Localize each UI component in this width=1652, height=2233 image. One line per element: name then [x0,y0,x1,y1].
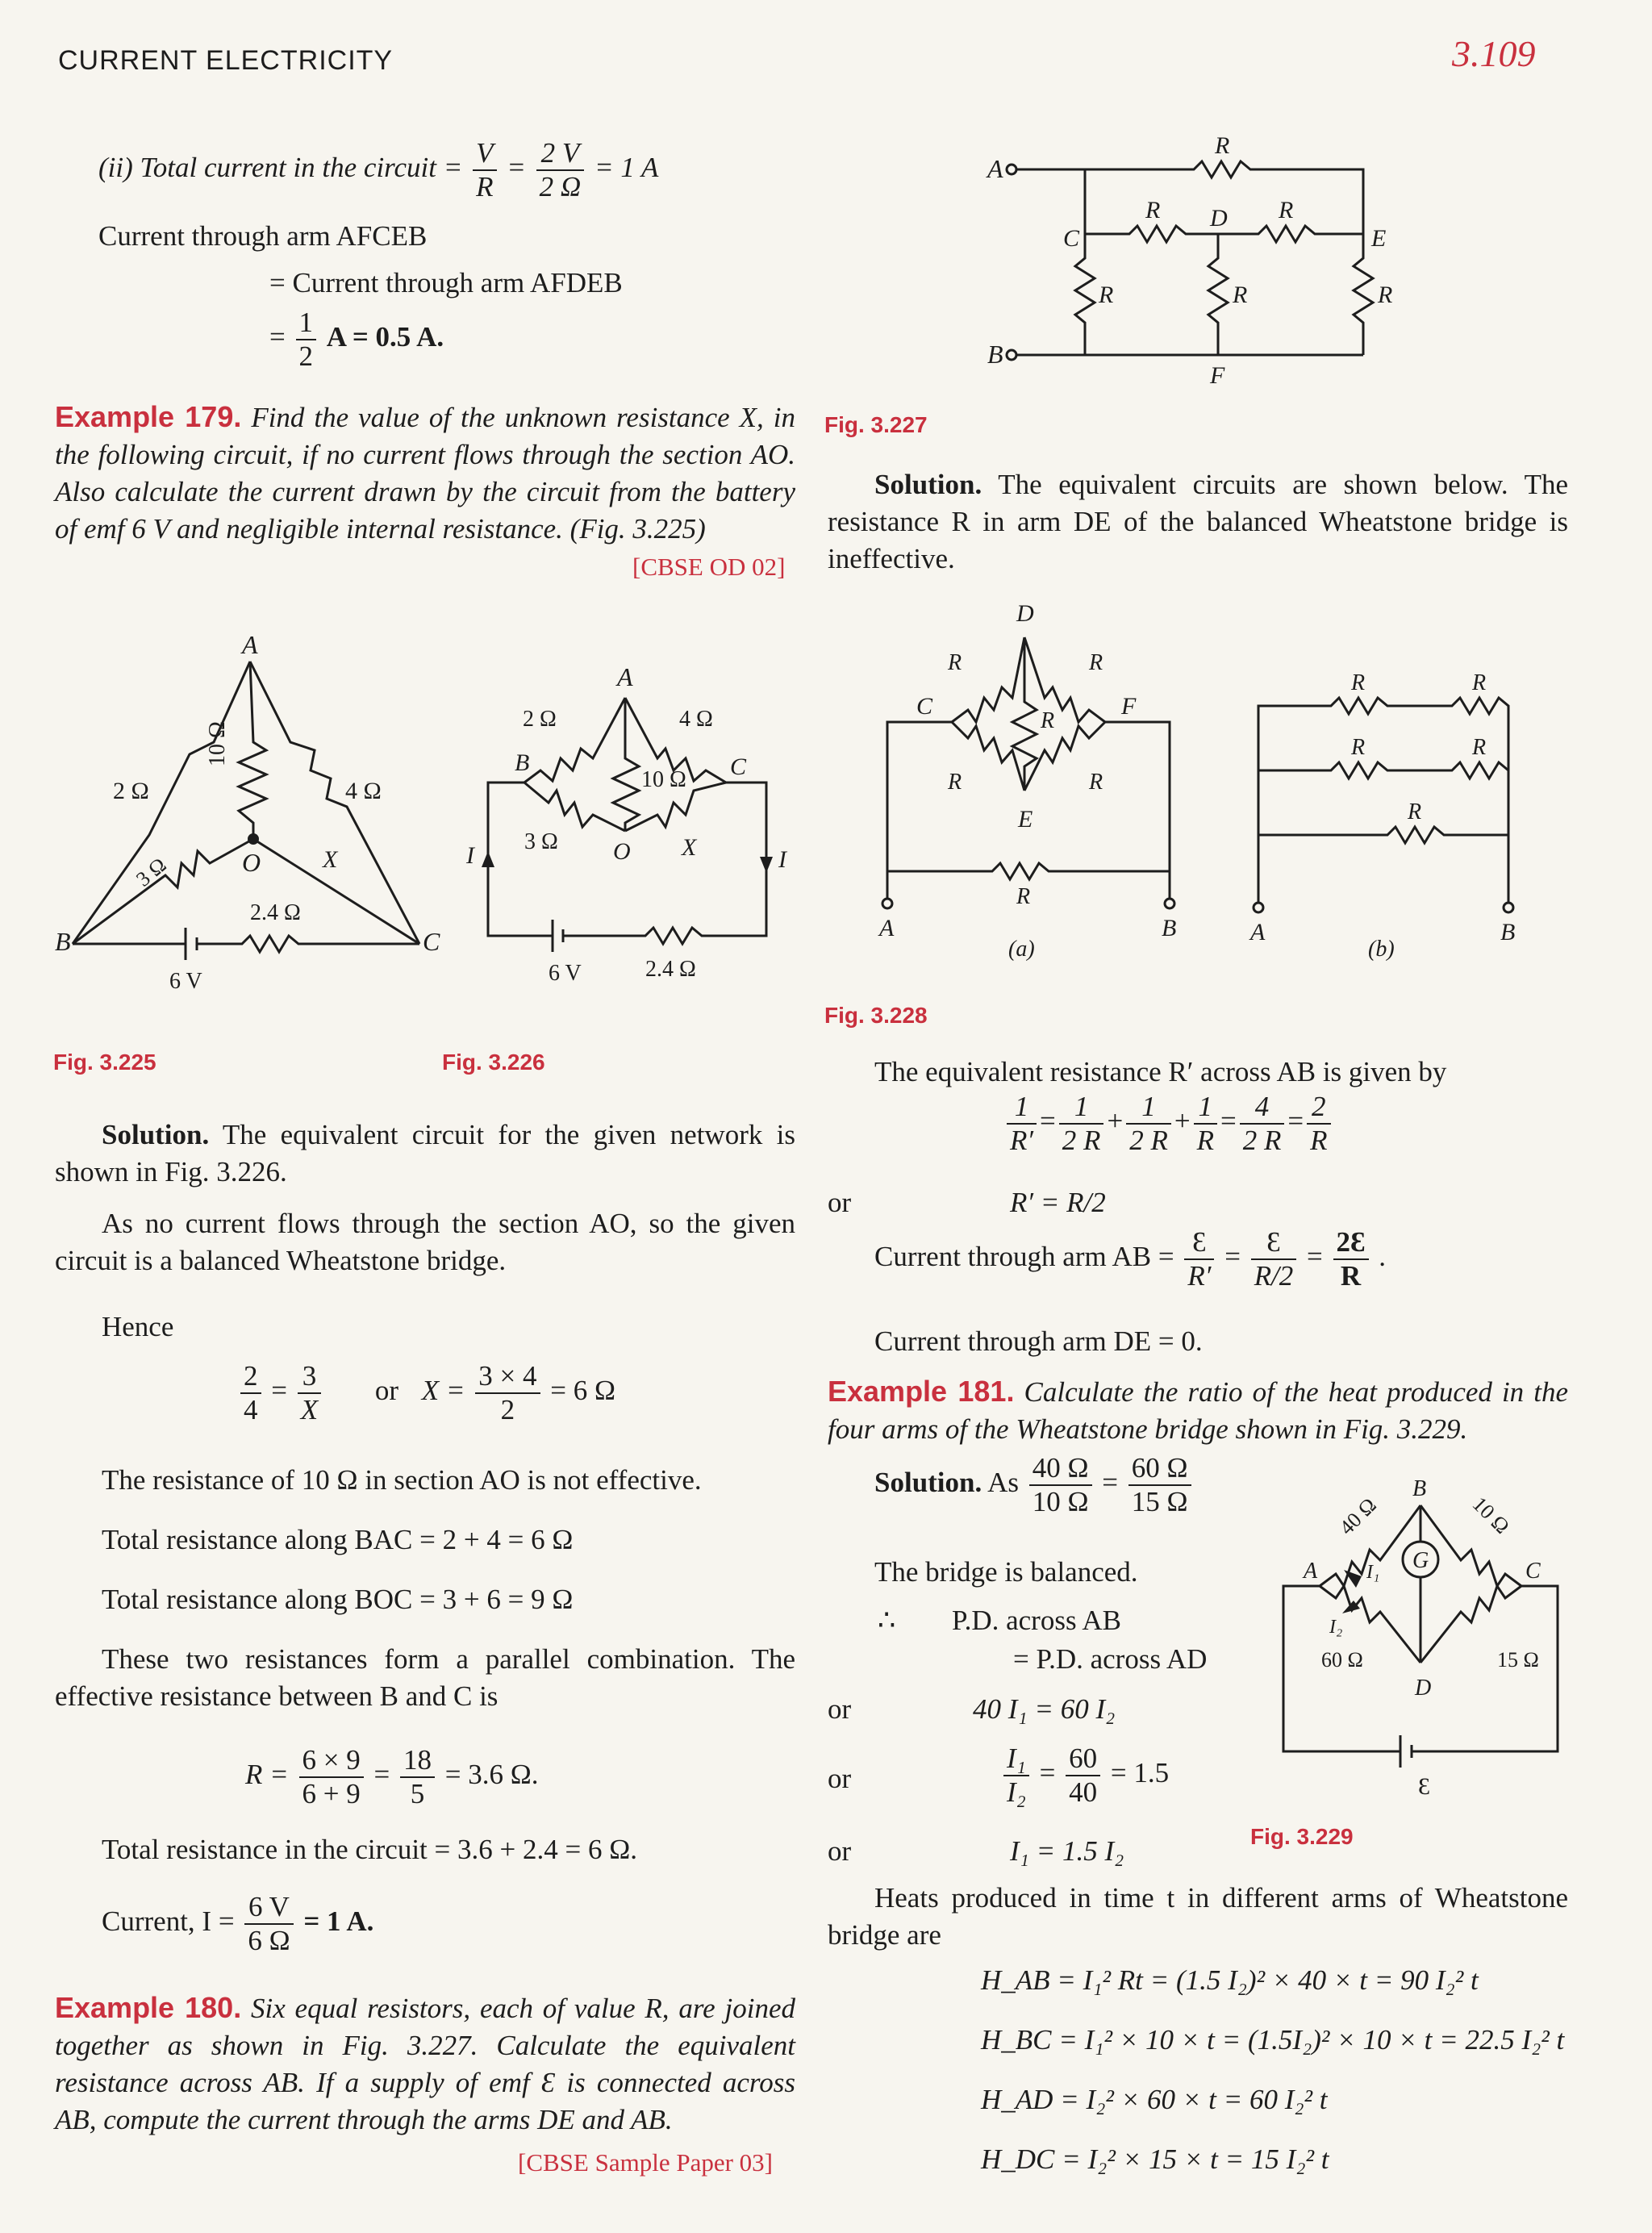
resistor-label: R [1215,132,1230,159]
node-a-label: A [987,154,1003,183]
resistor-label: R [948,770,962,795]
resistor-label: R [1279,197,1294,223]
node-o-label: O [242,848,261,877]
equivalent-resistance-equation [1003,1091,1334,1157]
resistor-label: 40 Ω [1334,1493,1381,1540]
node-d-label: D [1415,1676,1432,1701]
fraction: $\frac{6 \times 9}{6 + 9}$ [299,1744,364,1810]
node-c-label: C [916,693,933,720]
fraction: $\frac{1}{R}$ [1194,1091,1217,1157]
node-c-label: C [423,927,440,956]
node-a-label: A [242,630,258,659]
fraction: $\frac{60 \Omega}{15 \Omega}$ [1128,1452,1191,1518]
ratio-equation: $\frac{2}{4}$ = $\frac{3}{X}$ or X = $\frac{3 \times 4}{2}$ = 6 Ω [237,1360,615,1426]
resistor-label: R [1016,884,1031,909]
line-bac: Total resistance along BAC = 2 + 4 = 6 Ω [102,1524,574,1555]
fraction: $\frac{Ɛ}{R/2}$ [1251,1226,1297,1292]
node-d-label: D [1210,205,1228,232]
therefore-symbol: ∴ [878,1605,896,1636]
page-number: 3.109 [1452,33,1536,74]
resistor-label: R [1378,282,1393,308]
resistor-label: 15 Ω [1497,1648,1539,1672]
example-180-label: Example 180. [55,1991,242,2024]
eq-40-60: 40 I₁ = 60 I₂ [973,1693,1116,1725]
resistor-label: R [1351,670,1366,695]
resistor-label: 10 Ω [205,721,230,766]
current-label: I [778,846,786,873]
fraction: $\frac{4}{2 R}$ [1240,1091,1285,1157]
or-label: or [828,1835,852,1867]
resistor-label: R [1233,282,1248,308]
node-e-label: E [1018,806,1033,833]
resistor-label: R [1145,197,1161,223]
emf-label: 6 V [549,961,582,986]
arm-line-2: = Current through arm AFDEB [269,267,623,298]
fraction: $\frac{2Ɛ}{R}$ [1333,1226,1369,1292]
arm-line: Current through arm AFCEB [98,220,428,252]
resistor-label: R [948,650,962,675]
resistor-label: 60 Ω [1321,1648,1363,1672]
resistor-label: R [1099,282,1114,308]
resistor-label: R [1408,799,1422,824]
heat-dc: H_DC = I₂² × 15 × t = 15 I₂² t [981,2143,1329,2175]
fraction: $\frac{3 \times 4}{2}$ [475,1360,540,1426]
example-179-label: Example 179. [55,400,242,433]
balanced-paragraph: As no current flows through the section AO, so the given circuit is a balanced Wheatstone bridge. [55,1208,795,1276]
fraction: $\frac{2 V}{2 \Omega}$ [536,137,585,203]
operator: + [1174,1105,1191,1137]
node-e-label: E [1371,225,1387,252]
emf-label: Ɛ [1418,1773,1431,1800]
resistor-label: R [1472,670,1487,695]
emf-label: 6 V [169,969,202,994]
operator: = [1220,1105,1237,1137]
node-a-label: A [1250,919,1266,945]
fig-3-225-diagram [48,621,444,1000]
fig-3-225-caption: Fig. 3.225 [53,1050,156,1075]
node-f-label: F [1121,693,1137,720]
fig-3-228-caption: Fig. 3.228 [824,1003,928,1028]
fraction: $\frac{1}{2}$ [296,307,317,373]
heats-paragraph: Heats produced in time t in different arms of Wheatstone bridge are [828,1882,1568,1951]
solution-180: Solution. The equivalent circuits are shown below. The resistance R in arm DE of the balanced Wheatstone bridge is ineffective. [828,469,1568,574]
example-179-ref: [CBSE OD 02] [632,553,786,581]
subfig-a-label: (a) [1008,937,1035,962]
example-181-text: Calculate the ratio of the heat produced in the four arms of the Wheatstone bridge shown in Fig. 3.229. [828,1376,1568,1445]
as-equation: Solution. As $\frac{40 \Omega}{10 \Omega}$ = $\frac{60 \Omega}{15 \Omega}$ [874,1452,1195,1518]
galvanometer-label: G [1412,1548,1429,1573]
parallel-paragraph: These two resistances form a parallel combination. The effective resistance between B and C is [55,1643,795,1712]
pd-ad: = P.D. across AD [1013,1643,1208,1675]
example-181-label: Example 181. [828,1375,1015,1408]
line-boc: Total resistance along BOC = 3 + 6 = 9 Ω [102,1584,574,1615]
fig-3-226-caption: Fig. 3.226 [442,1050,545,1075]
fraction: $\frac{60}{40}$ [1066,1743,1100,1809]
r-equation: R = $\frac{6 \times 9}{6 + 9}$ = $\frac{18}{5}$ = 3.6 Ω. [245,1744,539,1809]
example-179 [55,399,795,548]
node-d-label: D [1016,600,1034,627]
fraction: $\frac{18}{5}$ [400,1744,435,1810]
node-c-label: C [1063,225,1080,252]
fraction: $\frac{Ɛ}{R'}$ [1184,1226,1214,1292]
fraction: $\frac{6 V}{6 \Omega}$ [244,1891,293,1957]
resistor-label: 2 Ω [523,707,557,732]
resistor-label: 3 Ω [131,853,171,891]
pd-ab: P.D. across AB [952,1605,1122,1636]
fig-3-229-caption: Fig. 3.229 [1250,1824,1354,1849]
node-f-label: F [1210,362,1225,389]
resistor-label: R [1089,770,1103,795]
fraction: $\frac{1}{R'}$ [1007,1091,1037,1157]
part-ii-label: (ii) Total current in the circuit = $\frac{V}{R}$ = $\frac{2 V}{2 \Omega}$ = 1 A [98,137,659,202]
current-i1-label: I₁ [1366,1562,1380,1583]
current-ratio: $\frac{\text{I₁}}{\text{I₂}}$ = $\frac{60}{40}$ = 1.5 [1000,1743,1169,1809]
node-a-label: A [1304,1559,1318,1584]
fraction: $\frac{1}{2 R}$ [1126,1091,1171,1157]
node-a-label: A [617,662,633,691]
current-ab: Current through arm AB = $\frac{Ɛ}{R'}$ = $\frac{Ɛ}{R/2}$ = $\frac{2Ɛ}{R}$ . [874,1226,1387,1292]
example-180-text: Six equal resistors, each of value R, are joined together as shown in Fig. 3.227. Calculate the equivalent resistance across AB. If a supply of emf Ɛ is connected across AB, compute the current through the arms DE and AB. [55,1993,795,2135]
fraction: $\frac{V}{R}$ [473,137,496,203]
node-b-label: B [55,927,71,956]
node-b-label: B [515,749,530,776]
resistor-label: X [323,846,338,873]
fraction: $\frac{2}{R}$ [1307,1091,1330,1157]
subfig-b-label: (b) [1368,937,1395,962]
resistor-label: R [1472,735,1487,760]
bridge-balanced: The bridge is balanced. [874,1556,1138,1588]
example-179-text: Find the value of the unknown resistance X, in the following circuit, if no current flows through the section AO. Also calculate the current drawn by the circuit from the battery of emf 6 V and negligible internal resistance. (Fig. 3.225) [55,402,795,545]
fig-3-227-diagram [987,121,1412,389]
node-c-label: C [730,753,747,780]
fraction: $\frac{\text{I₁}}{\text{I₂}}$ [1003,1743,1029,1809]
node-b-label: B [1412,1476,1427,1501]
resistor-label: R [1351,735,1366,760]
current-i2-label: I₂ [1329,1617,1343,1638]
resistor-label: 10 Ω [641,767,686,792]
fig-3-226-diagram [460,662,823,1000]
fraction: $\frac{40 \Omega}{10 \Omega}$ [1029,1452,1092,1518]
fig-3-229-diagram [1279,1465,1570,1804]
hence-label: Hence [102,1311,174,1342]
node-a-label: A [879,915,895,941]
resistor-label: 4 Ω [679,707,713,732]
eq-intro: The equivalent resistance R′ across AB is given by [874,1056,1447,1087]
half-ampere: = $\frac{1}{2}$ A = 0.5 A. [269,307,444,372]
current-de: Current through arm DE = 0. [874,1325,1203,1357]
resistor-label: 2.4 Ω [645,957,696,982]
fraction: $\frac{1}{2 R}$ [1059,1091,1104,1157]
resistor-label: 3 Ω [524,829,558,854]
resistor-label: 4 Ω [345,778,382,804]
current-label: I [466,842,474,869]
fraction: $\frac{3}{X}$ [298,1360,321,1426]
current-equation: Current, I = $\frac{6 V}{6 \Omega}$ = 1 A. [102,1891,374,1956]
operator: = [1287,1105,1304,1137]
node-c-label: C [1525,1559,1541,1584]
example-181 [828,1373,1568,1448]
heat-bc: H_BC = I₁² × 10 × t = (1.5I₂)² × 10 × t = 22.5 I₂² t [981,2024,1565,2056]
example-180-ref: [CBSE Sample Paper 03] [518,2148,773,2177]
solution-179: Solution. The equivalent circuit for the given network is shown in Fig. 3.226. [55,1119,795,1187]
operator: + [1107,1105,1124,1137]
or-label: or [828,1763,852,1794]
line-10-ohm: The resistance of 10 Ω in section AO is not effective. [102,1464,702,1496]
node-b-label: B [1162,915,1177,941]
or-label: or [828,1187,852,1218]
operator: = [1040,1105,1056,1137]
section-header: CURRENT ELECTRICITY [58,45,394,76]
fig-3-228-diagram [871,597,1533,976]
total-resistance: Total resistance in the circuit = 3.6 + 2.4 = 6 Ω. [102,1834,638,1865]
resistor-label: 10 Ω [1467,1492,1514,1538]
r-prime: R′ = R/2 [1010,1187,1106,1218]
resistor-label: X [682,834,697,861]
fig-3-227-caption: Fig. 3.227 [824,412,928,437]
resistor-label: R [1089,650,1103,675]
i1-equation: I₁ = 1.5 I₂ [1010,1835,1124,1867]
resistor-label: 2.4 Ω [250,900,301,925]
or-label: or [828,1693,852,1725]
node-o-label: O [613,838,631,865]
node-b-label: B [1500,919,1516,945]
example-180 [55,1989,795,2139]
heat-ab: H_AB = I₁² Rt = (1.5 I₂)² × 40 × t = 90 I₂² t [981,1964,1479,1996]
node-b-label: B [987,340,1003,369]
fraction: $\frac{2}{4}$ [240,1360,261,1426]
heat-ad: H_AD = I₂² × 60 × t = 60 I₂² t [981,2084,1328,2115]
resistor-label: R [1041,708,1055,733]
resistor-label: 2 Ω [113,778,149,804]
